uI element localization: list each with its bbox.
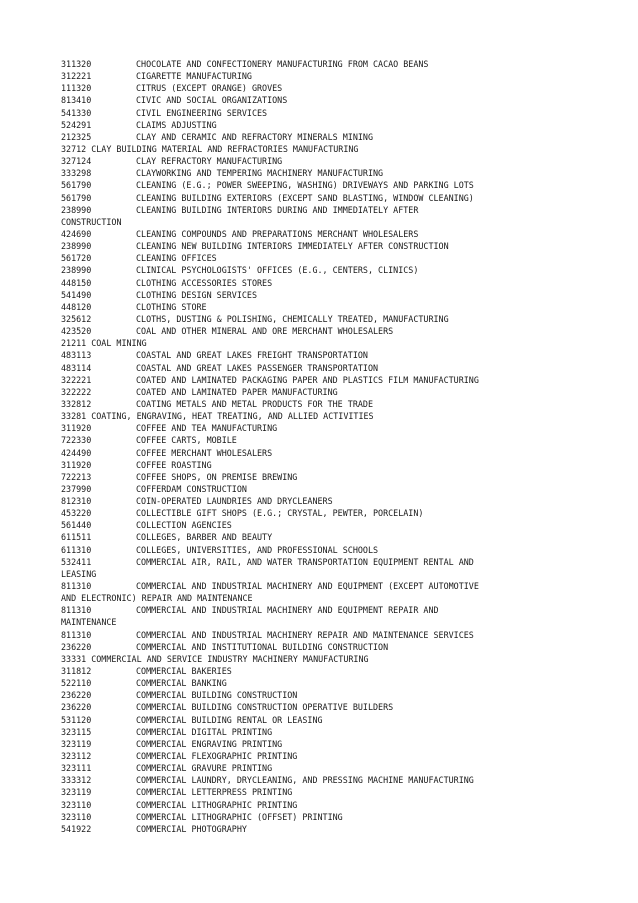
industry-description: CIVIC AND SOCIAL ORGANIZATIONS bbox=[136, 95, 288, 106]
listing-row bbox=[61, 507, 581, 519]
industry-description: CLOTHING DESIGN SERVICES bbox=[136, 289, 258, 300]
industry-description: COMMERCIAL BUILDING CONSTRUCTION OPERATIVE BUILDERS bbox=[136, 702, 394, 713]
industry-description-continuation: CONSTRUCTION bbox=[61, 216, 122, 227]
industry-description: CLAY AND CERAMIC AND REFRACTORY MINERALS MINING bbox=[136, 131, 373, 142]
industry-description: COFFERDAM CONSTRUCTION bbox=[136, 483, 247, 494]
listing-row bbox=[61, 107, 581, 119]
listing-row bbox=[61, 179, 581, 191]
industry-description: COMMERCIAL PHOTOGRAPHY bbox=[136, 823, 247, 834]
listing-row bbox=[61, 349, 581, 361]
industry-code: 561790 bbox=[61, 192, 92, 203]
industry-description: COMMERCIAL LITHOGRAPHIC PRINTING bbox=[136, 799, 298, 810]
listing-row bbox=[61, 82, 581, 94]
industry-description: COAL AND OTHER MINERAL AND ORE MERCHANT WHOLESALERS bbox=[136, 326, 394, 337]
industry-description: CLOTHS, DUSTING & POLISHING, CHEMICALLY TREATED, MANUFACTURING bbox=[136, 313, 449, 324]
listing-row bbox=[61, 337, 581, 349]
industry-description: CLEANING NEW BUILDING INTERIORS IMMEDIATELY AFTER CONSTRUCTION bbox=[136, 241, 449, 252]
industry-description: CITRUS (EXCEPT ORANGE) GROVES bbox=[136, 83, 283, 94]
industry-description: COFFEE ROASTING bbox=[136, 459, 212, 470]
industry-description: CIGARETTE MANUFACTURING bbox=[136, 71, 252, 82]
listing-row bbox=[61, 459, 581, 471]
listing-row bbox=[61, 738, 581, 750]
industry-description: COFFEE MERCHANT WHOLESALERS bbox=[136, 447, 273, 458]
listing-row bbox=[61, 604, 581, 616]
listing-row bbox=[61, 313, 581, 325]
industry-code: 311920 bbox=[61, 423, 92, 434]
industry-code: 813410 bbox=[61, 95, 92, 106]
industry-code: 483114 bbox=[61, 362, 92, 373]
industry-description: COASTAL AND GREAT LAKES PASSENGER TRANSPORTATION bbox=[136, 362, 379, 373]
industry-description: COLLEGES, BARBER AND BEAUTY bbox=[136, 532, 273, 543]
industry-description: CIVIL ENGINEERING SERVICES bbox=[136, 107, 268, 118]
listing-row bbox=[61, 519, 581, 531]
listing-row bbox=[61, 447, 581, 459]
industry-description: COMMERCIAL AND INDUSTRIAL MACHINERY AND EQUIPMENT (EXCEPT AUTOMOTIVE bbox=[136, 581, 479, 592]
listing-row bbox=[61, 398, 581, 410]
industry-code: 483113 bbox=[61, 350, 92, 361]
listing-row bbox=[61, 786, 581, 798]
industry-code: 448120 bbox=[61, 301, 92, 312]
industry-description: CLAYWORKING AND TEMPERING MACHINERY MANUFACTURING bbox=[136, 168, 384, 179]
industry-description: COMMERCIAL AND SERVICE INDUSTRY MACHINERY MANUFACTURING bbox=[91, 653, 369, 664]
listing-row bbox=[61, 240, 581, 252]
industry-code: 236220 bbox=[61, 641, 92, 652]
industry-description: COMMERCIAL DIGITAL PRINTING bbox=[136, 726, 273, 737]
listing-row bbox=[61, 531, 581, 543]
industry-description: COFFEE SHOPS, ON PREMISE BREWING bbox=[136, 471, 298, 482]
industry-description: CLINICAL PSYCHOLOGISTS' OFFICES (E.G., CENTERS, CLINICS) bbox=[136, 265, 419, 276]
industry-code: 325612 bbox=[61, 313, 92, 324]
industry-code: 561440 bbox=[61, 520, 92, 531]
industry-description: COMMERCIAL AIR, RAIL, AND WATER TRANSPORTATION EQUIPMENT RENTAL AND bbox=[136, 556, 474, 567]
listing-row bbox=[61, 58, 581, 70]
naics-code-listing bbox=[61, 58, 581, 835]
industry-code: 541490 bbox=[61, 289, 92, 300]
industry-description: COMMERCIAL LAUNDRY, DRYCLEANING, AND PRESSING MACHINE MANUFACTURING bbox=[136, 775, 474, 786]
listing-row bbox=[61, 629, 581, 641]
industry-description: COMMERCIAL LETTERPRESS PRINTING bbox=[136, 787, 293, 798]
industry-description: COLLECTION AGENCIES bbox=[136, 520, 232, 531]
industry-description: CLAY REFRACTORY MANUFACTURING bbox=[136, 156, 283, 167]
listing-row bbox=[61, 192, 581, 204]
industry-description: COMMERCIAL BAKERIES bbox=[136, 666, 232, 677]
industry-code: 323115 bbox=[61, 726, 92, 737]
industry-description: COIN-OPERATED LAUNDRIES AND DRYCLEANERS bbox=[136, 496, 333, 507]
industry-code: 312221 bbox=[61, 71, 92, 82]
listing-row bbox=[61, 677, 581, 689]
industry-description-continuation: MAINTENANCE bbox=[61, 617, 117, 628]
listing-row bbox=[61, 799, 581, 811]
industry-code: 33331 bbox=[61, 653, 87, 664]
industry-code: 424490 bbox=[61, 447, 92, 458]
industry-description-continuation: AND ELECTRONIC) REPAIR AND MAINTENANCE bbox=[61, 593, 253, 604]
industry-code: 812310 bbox=[61, 496, 92, 507]
listing-row bbox=[61, 143, 581, 155]
industry-description: COATED AND LAMINATED PACKAGING PAPER AND PLASTICS FILM MANUFACTURING bbox=[136, 374, 479, 385]
industry-code: 111320 bbox=[61, 83, 92, 94]
industry-code: 311812 bbox=[61, 666, 92, 677]
listing-row bbox=[61, 70, 581, 82]
industry-description: CLEANING OFFICES bbox=[136, 253, 217, 264]
listing-row bbox=[61, 131, 581, 143]
industry-code: 323110 bbox=[61, 811, 92, 822]
listing-row bbox=[61, 665, 581, 677]
industry-description: CLEANING BUILDING INTERIORS DURING AND IMMEDIATELY AFTER bbox=[136, 204, 419, 215]
industry-description: COMMERCIAL BANKING bbox=[136, 678, 227, 689]
industry-code: 236220 bbox=[61, 690, 92, 701]
industry-description: COFFEE AND TEA MANUFACTURING bbox=[136, 423, 278, 434]
industry-code: 561790 bbox=[61, 180, 92, 191]
industry-code: 237990 bbox=[61, 483, 92, 494]
listing-row bbox=[61, 641, 581, 653]
listing-row bbox=[61, 289, 581, 301]
industry-description: COMMERCIAL AND INDUSTRIAL MACHINERY REPAIR AND MAINTENANCE SERVICES bbox=[136, 629, 474, 640]
listing-row bbox=[61, 653, 581, 665]
industry-code: 32712 bbox=[61, 143, 87, 154]
listing-row bbox=[61, 155, 581, 167]
listing-row bbox=[61, 325, 581, 337]
industry-code: 424690 bbox=[61, 228, 92, 239]
listing-row bbox=[61, 422, 581, 434]
listing-row bbox=[61, 410, 581, 422]
industry-code: 323112 bbox=[61, 751, 92, 762]
industry-description: COASTAL AND GREAT LAKES FREIGHT TRANSPORTATION bbox=[136, 350, 368, 361]
listing-row bbox=[61, 495, 581, 507]
listing-row bbox=[61, 204, 581, 216]
industry-description: CHOCOLATE AND CONFECTIONERY MANUFACTURING FROM CACAO BEANS bbox=[136, 59, 429, 69]
industry-code: 322221 bbox=[61, 374, 92, 385]
listing-row bbox=[61, 689, 581, 701]
industry-code: 532411 bbox=[61, 556, 92, 567]
listing-row bbox=[61, 301, 581, 313]
industry-description: CLAIMS ADJUSTING bbox=[136, 119, 217, 130]
industry-code: 238990 bbox=[61, 204, 92, 215]
listing-row bbox=[61, 811, 581, 823]
industry-description: COMMERCIAL ENGRAVING PRINTING bbox=[136, 738, 283, 749]
industry-description: COMMERCIAL GRAVURE PRINTING bbox=[136, 763, 273, 774]
industry-code: 722213 bbox=[61, 471, 92, 482]
industry-code: 311920 bbox=[61, 459, 92, 470]
listing-row bbox=[61, 714, 581, 726]
listing-row bbox=[61, 386, 581, 398]
industry-code: 323110 bbox=[61, 799, 92, 810]
listing-row bbox=[61, 434, 581, 446]
industry-code: 453220 bbox=[61, 508, 92, 519]
industry-code: 33281 bbox=[61, 411, 87, 422]
listing-row bbox=[61, 277, 581, 289]
industry-description: COATED AND LAMINATED PAPER MANUFACTURING bbox=[136, 386, 338, 397]
industry-description: COLLECTIBLE GIFT SHOPS (E.G.; CRYSTAL, PEWTER, PORCELAIN) bbox=[136, 508, 424, 519]
listing-row bbox=[61, 544, 581, 556]
industry-code: 561720 bbox=[61, 253, 92, 264]
industry-description: COMMERCIAL BUILDING CONSTRUCTION bbox=[136, 690, 298, 701]
listing-row bbox=[61, 264, 581, 276]
listing-row bbox=[61, 726, 581, 738]
industry-code: 332812 bbox=[61, 398, 92, 409]
listing-row bbox=[61, 94, 581, 106]
industry-code: 611310 bbox=[61, 544, 92, 555]
industry-code: 541330 bbox=[61, 107, 92, 118]
listing-row bbox=[61, 823, 581, 835]
listing-row bbox=[61, 362, 581, 374]
industry-description: COMMERCIAL AND INDUSTRIAL MACHINERY AND EQUIPMENT REPAIR AND bbox=[136, 605, 439, 616]
industry-code: 423520 bbox=[61, 326, 92, 337]
industry-code: 811310 bbox=[61, 581, 92, 592]
industry-code: 531120 bbox=[61, 714, 92, 725]
industry-code: 21211 bbox=[61, 338, 87, 349]
listing-row bbox=[61, 374, 581, 386]
industry-description: CLEANING BUILDING EXTERIORS (EXCEPT SAND BLASTING, WINDOW CLEANING) bbox=[136, 192, 474, 203]
listing-row bbox=[61, 228, 581, 240]
industry-description: COMMERCIAL AND INSTITUTIONAL BUILDING CONSTRUCTION bbox=[136, 641, 389, 652]
industry-code: 524291 bbox=[61, 119, 92, 130]
listing-row bbox=[61, 750, 581, 762]
listing-row bbox=[61, 167, 581, 179]
industry-description: COMMERCIAL BUILDING RENTAL OR LEASING bbox=[136, 714, 323, 725]
industry-code: 238990 bbox=[61, 265, 92, 276]
industry-code: 448150 bbox=[61, 277, 92, 288]
industry-code: 236220 bbox=[61, 702, 92, 713]
industry-code: 522110 bbox=[61, 678, 92, 689]
industry-description: COLLEGES, UNIVERSITIES, AND PROFESSIONAL SCHOOLS bbox=[136, 544, 379, 555]
industry-code: 611511 bbox=[61, 532, 92, 543]
listing-row bbox=[61, 556, 581, 568]
industry-code: 212325 bbox=[61, 131, 92, 142]
listing-row bbox=[61, 580, 581, 592]
listing-row bbox=[61, 701, 581, 713]
industry-code: 811310 bbox=[61, 629, 92, 640]
industry-description: COMMERCIAL FLEXOGRAPHIC PRINTING bbox=[136, 751, 298, 762]
industry-description: CLEANING COMPOUNDS AND PREPARATIONS MERCHANT WHOLESALERS bbox=[136, 228, 419, 239]
industry-code: 323111 bbox=[61, 763, 92, 774]
industry-description: CLOTHING STORE bbox=[136, 301, 207, 312]
industry-description: CLAY BUILDING MATERIAL AND REFRACTORIES MANUFACTURING bbox=[91, 143, 359, 154]
industry-code: 322222 bbox=[61, 386, 92, 397]
listing-row bbox=[61, 119, 581, 131]
industry-description: CLOTHING ACCESSORIES STORES bbox=[136, 277, 273, 288]
industry-code: 323119 bbox=[61, 738, 92, 749]
industry-code: 811310 bbox=[61, 605, 92, 616]
listing-row bbox=[61, 483, 581, 495]
industry-description: COAL MINING bbox=[91, 338, 147, 349]
industry-code: 311320 bbox=[61, 59, 92, 69]
industry-code: 323119 bbox=[61, 787, 92, 798]
industry-description: CLEANING (E.G.; POWER SWEEPING, WASHING) DRIVEWAYS AND PARKING LOTS bbox=[136, 180, 474, 191]
industry-description: COATING, ENGRAVING, HEAT TREATING, AND ALLIED ACTIVITIES bbox=[91, 411, 374, 422]
industry-code: 238990 bbox=[61, 241, 92, 252]
listing-row bbox=[61, 774, 581, 786]
industry-description: COMMERCIAL LITHOGRAPHIC (OFFSET) PRINTING bbox=[136, 811, 343, 822]
listing-row bbox=[61, 471, 581, 483]
listing-row bbox=[61, 252, 581, 264]
industry-code: 333298 bbox=[61, 168, 92, 179]
listing-row bbox=[61, 762, 581, 774]
industry-code: 333312 bbox=[61, 775, 92, 786]
industry-code: 541922 bbox=[61, 823, 92, 834]
industry-code: 722330 bbox=[61, 435, 92, 446]
industry-description: COFFEE CARTS, MOBILE bbox=[136, 435, 237, 446]
industry-description-continuation: LEASING bbox=[61, 568, 97, 579]
industry-description: COATING METALS AND METAL PRODUCTS FOR THE TRADE bbox=[136, 398, 373, 409]
industry-code: 327124 bbox=[61, 156, 92, 167]
